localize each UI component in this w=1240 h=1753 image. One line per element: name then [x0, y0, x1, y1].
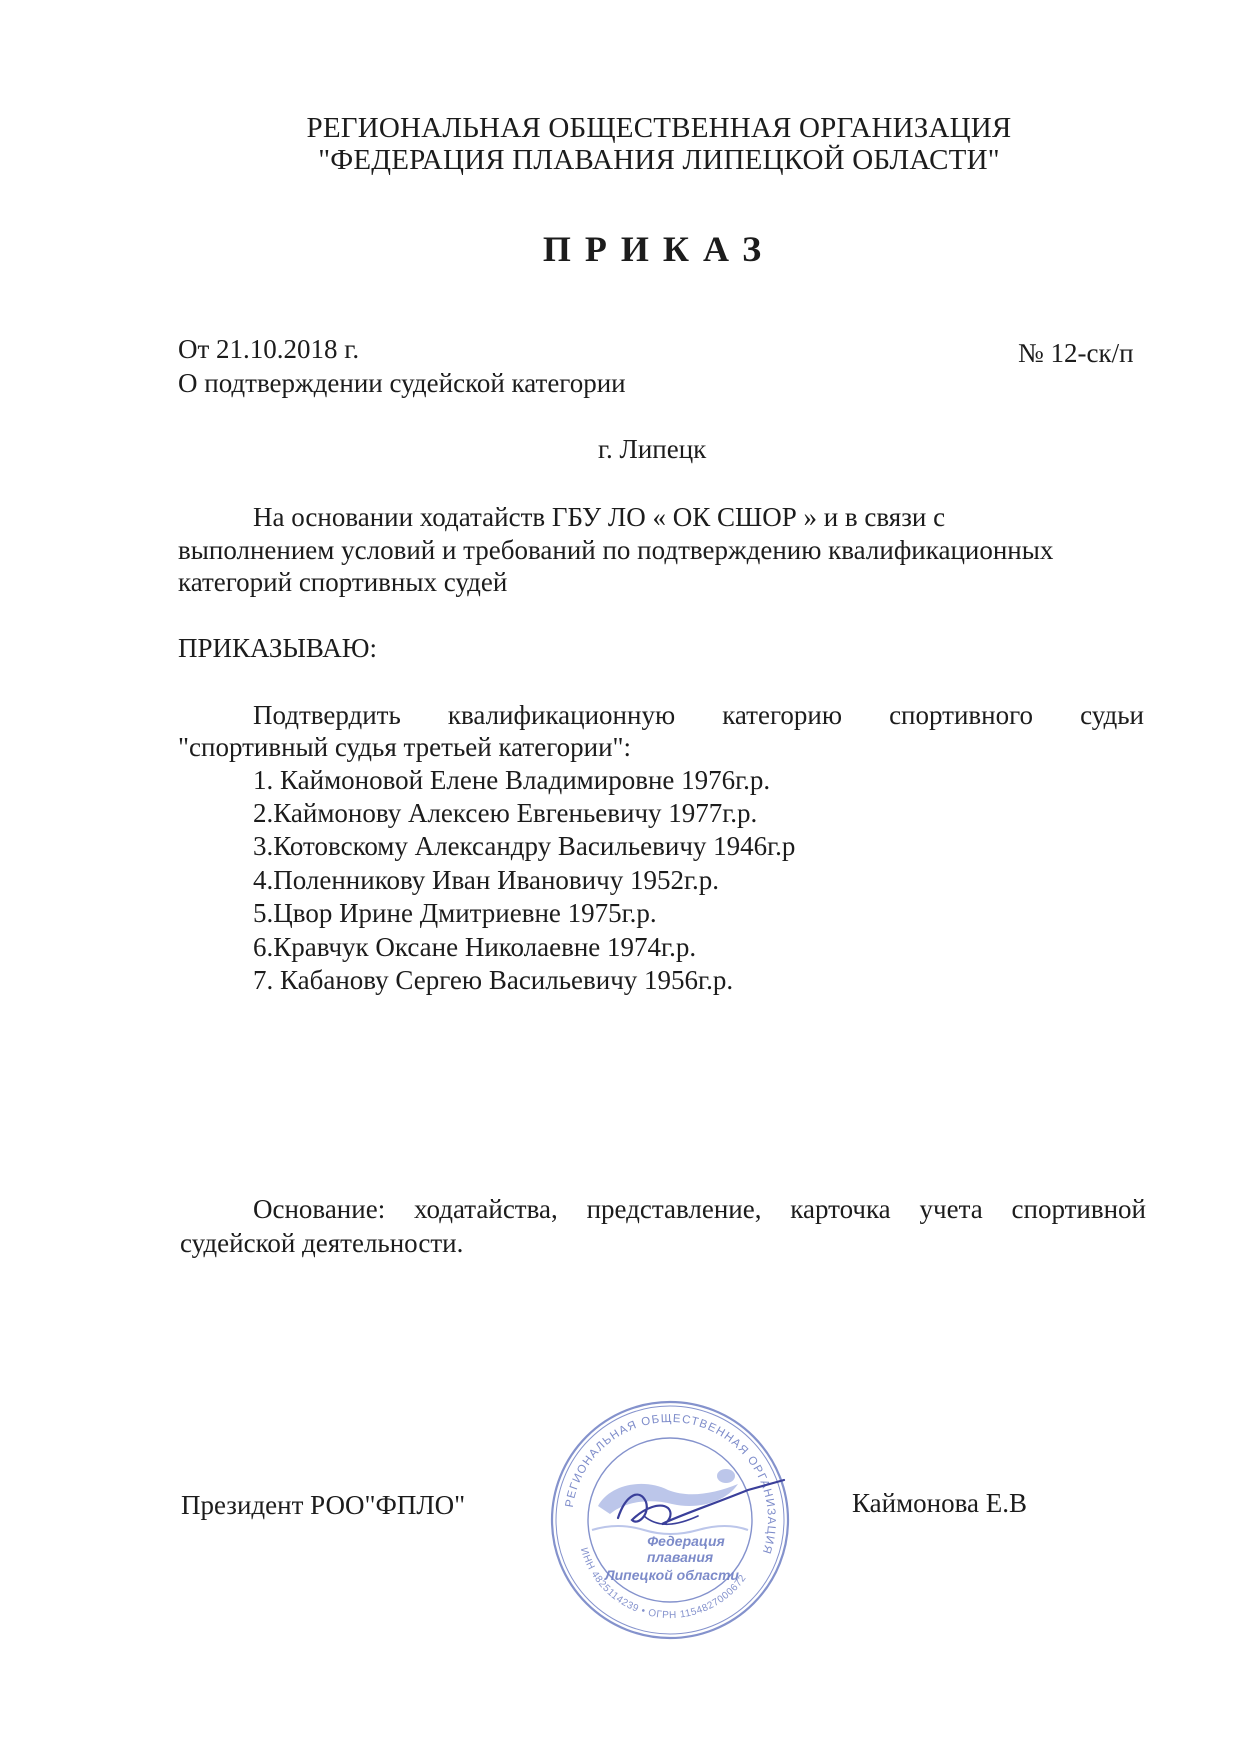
preamble-line-2: выполнением условий и требований по подтверждению квалификационных: [178, 535, 1054, 565]
order-subject: О подтверждении судейской категории: [178, 368, 626, 398]
seal-center-line-3: Липецкой области: [605, 1567, 739, 1583]
preamble-line-3: категорий спортивных судей: [178, 567, 508, 597]
basis-line-1: Основание: ходатайства, представление, карточка учета спортивной: [253, 1194, 1146, 1224]
organization-seal: [548, 1398, 792, 1642]
list-item: 4.Поленникову Иван Ивановичу 1952г.р.: [253, 865, 719, 895]
signatory-position: Президент РОО"ФПЛО": [181, 1490, 466, 1520]
organization-name-line-2: "ФЕДЕРАЦИЯ ПЛАВАНИЯ ЛИПЕЦКОЙ ОБЛАСТИ": [318, 144, 1000, 176]
document-title: ПРИКАЗ: [542, 229, 776, 269]
list-item: 5.Цвор Ирине Дмитриевне 1975г.р.: [253, 898, 657, 928]
seal-bottom-text: ИНН 4825114239 • ОГРН 1154827000672: [577, 1546, 749, 1622]
city: г. Липецк: [598, 434, 707, 464]
basis-line-2: судейской деятельности.: [180, 1228, 464, 1258]
list-item: 3.Котовскому Александру Васильевичу 1946г.р: [253, 831, 796, 861]
list-item: 6.Кравчук Оксане Николаевне 1974г.р.: [253, 932, 697, 962]
preamble-line-1: На основании ходатайств ГБУ ЛО « ОК СШОР » и в связи с: [253, 502, 946, 532]
list-item: 2.Каймонову Алексею Евгеньевичу 1977г.р.: [253, 798, 758, 828]
list-item: 1. Каймоновой Елене Владимировне 1976г.р.: [253, 765, 771, 795]
order-keyword: ПРИКАЗЫВАЮ:: [178, 633, 377, 663]
signatory-name: Каймонова Е.В: [852, 1488, 1027, 1518]
order-number: № 12-ск/п: [1018, 338, 1134, 368]
list-item: 7. Кабанову Сергею Васильевичу 1956г.р.: [253, 965, 734, 995]
order-date: От 21.10.2018 г.: [178, 334, 360, 364]
seal-center-line-2: плавания: [646, 1549, 714, 1565]
organization-name-line-1: РЕГИОНАЛЬНАЯ ОБЩЕСТВЕННАЯ ОРГАНИЗАЦИЯ: [306, 112, 1012, 144]
seal-center-line-1: Федерация: [647, 1533, 725, 1549]
directive-line-2: "спортивный судья третьей категории":: [178, 732, 632, 762]
directive-line-1: Подтвердить квалификационную категорию спортивного судьи: [253, 700, 1144, 730]
seal-ring-text: РЕГИОНАЛЬНАЯ ОБЩЕСТВЕННАЯ ОРГАНИЗАЦИЯ: [563, 1412, 778, 1557]
